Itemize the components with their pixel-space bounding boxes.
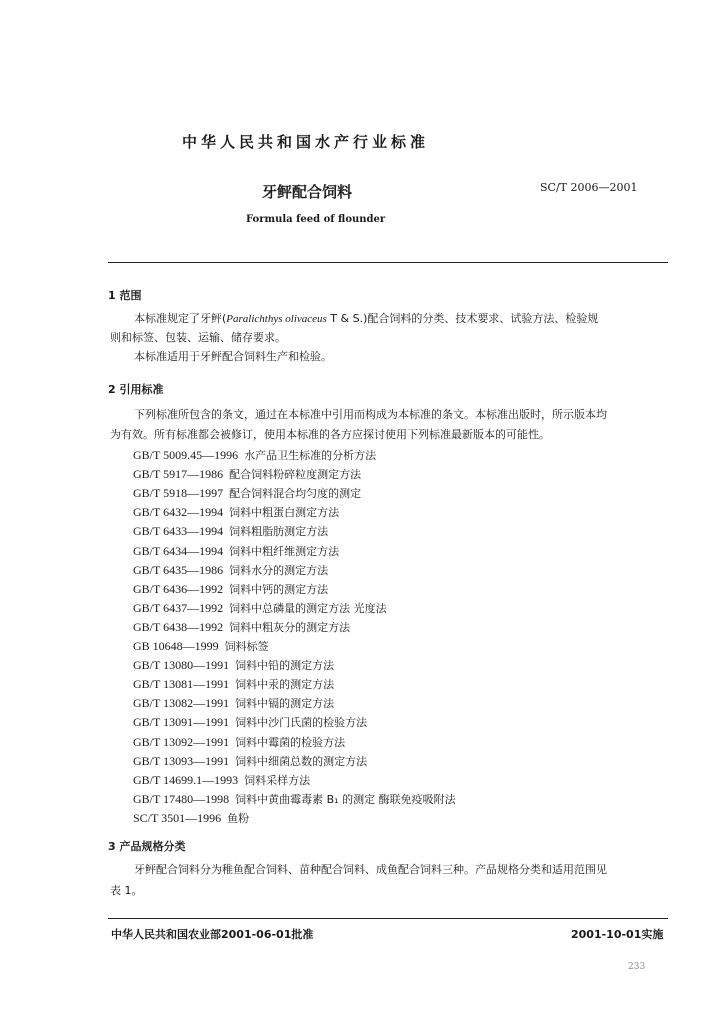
reference-item [133, 620, 350, 635]
reference-title: 饲料中钙的测定方法 [229, 583, 329, 596]
references-intro-line2: 为有效。所有标准都会被修订，使用本标准的各方应探讨使用下列标准最新版本的可能性。 [110, 428, 550, 441]
reference-item [133, 658, 334, 673]
reference-code: GB/T 6432—1994 [133, 505, 224, 519]
reference-code: GB/T 5917—1986 [133, 467, 224, 481]
reference-item [133, 582, 328, 597]
reference-title: 饲料中汞的测定方法 [235, 678, 335, 691]
reference-title: 饲料水分的测定方法 [229, 564, 329, 577]
reference-title: 饲料中铅的测定方法 [235, 659, 335, 672]
reference-title: 水产品卫生标准的分析方法 [244, 449, 377, 462]
reference-title: 饲料中粗蛋白测定方法 [229, 506, 340, 519]
section-heading-classification: 3 产品规格分类 [108, 840, 186, 853]
reference-item [133, 524, 328, 539]
page-number: 233 [628, 962, 646, 972]
reference-code: GB/T 6433—1994 [133, 524, 224, 538]
org-title: 中华人民共和国水产行业标准 [182, 133, 430, 151]
reference-title: 饲料中粗纤维测定方法 [229, 545, 340, 558]
reference-title: 饲料中黄曲霉毒素 B₁ 的测定 酶联免疫吸附法 [235, 793, 456, 806]
reference-code: GB/T 13092—1991 [133, 735, 230, 749]
reference-code: GB/T 13082—1991 [133, 696, 230, 710]
reference-code: GB/T 17480—1998 [133, 792, 230, 806]
reference-code: GB 10648—1999 [133, 639, 219, 653]
reference-code: GB/T 14699.1—1993 [133, 773, 239, 787]
scope-paragraph-1 [134, 312, 598, 326]
reference-title: 鱼粉 [227, 812, 250, 825]
effective-date: 2001-10-01实施 [571, 928, 664, 941]
reference-code: GB/T 6435—1986 [133, 563, 224, 577]
footer-divider [108, 918, 668, 919]
reference-item [133, 715, 367, 730]
reference-code: GB/T 13093—1991 [133, 754, 230, 768]
reference-title: 饲料采样方法 [244, 774, 311, 787]
reference-item [133, 467, 361, 482]
reference-item [133, 563, 328, 578]
reference-item [133, 505, 339, 520]
document-title: 牙鲆配合饲料 [262, 183, 353, 201]
reference-code: GB/T 13080—1991 [133, 658, 230, 672]
reference-code: GB/T 13081—1991 [133, 677, 230, 691]
scope-text-b: T & S.)配合饲料的分类、技术要求、试验方法、检验规 [326, 312, 599, 325]
reference-code: GB/T 6438—1992 [133, 620, 224, 634]
reference-title: 饲料中总磷量的测定方法 光度法 [229, 602, 387, 615]
reference-item [133, 792, 456, 807]
reference-item [133, 735, 345, 750]
reference-title: 饲料粗脂肪测定方法 [229, 525, 329, 538]
reference-title: 配合饲料混合均匀度的测定 [229, 487, 362, 500]
header-divider [108, 262, 668, 263]
reference-item [133, 811, 249, 826]
reference-code: GB/T 5918—1997 [133, 486, 224, 500]
reference-item [133, 601, 387, 616]
reference-item [133, 639, 269, 654]
reference-item [133, 773, 310, 788]
scope-paragraph-2: 本标准适用于牙鲆配合饲料生产和检验。 [134, 350, 332, 363]
reference-item [133, 448, 376, 463]
reference-item [133, 486, 361, 501]
reference-title: 饲料中镉的测定方法 [235, 697, 335, 710]
reference-title: 饲料中细菌总数的测定方法 [235, 755, 368, 768]
reference-code: GB/T 13091—1991 [133, 715, 230, 729]
scope-text-a: 本标准规定了牙鲆( [134, 312, 227, 325]
scope-paragraph-1-cont: 则和标签、包装、运输、储存要求。 [110, 331, 286, 344]
english-title: Formula feed of flounder [246, 214, 386, 225]
reference-title: 饲料标签 [224, 640, 269, 653]
section-heading-references: 2 引用标准 [108, 383, 164, 396]
reference-code: GB/T 6434—1994 [133, 544, 224, 558]
reference-title: 饲料中霉菌的检验方法 [235, 736, 346, 749]
reference-code: GB/T 6437—1992 [133, 601, 224, 615]
references-intro-line1: 下列标准所包含的条文，通过在本标准中引用而构成为本标准的条文。本标准出版时，所示版本均 [134, 408, 607, 421]
standard-code: SC/T 2006—2001 [540, 181, 638, 194]
reference-item [133, 544, 339, 559]
reference-title: 饲料中粗灰分的测定方法 [229, 621, 351, 634]
reference-title: 饲料中沙门氏菌的检验方法 [235, 716, 368, 729]
reference-code: GB/T 6436—1992 [133, 582, 224, 596]
classification-paragraph-line2: 表 1。 [110, 884, 143, 897]
issued-by: 中华人民共和国农业部2001-06-01批准 [111, 928, 314, 941]
section-heading-scope: 1 范围 [108, 289, 142, 302]
reference-item [133, 677, 334, 692]
classification-paragraph-line1: 牙鲆配合饲料分为稚鱼配合饲料、苗种配合饲料、成鱼配合饲料三种。产品规格分类和适用范围见 [134, 863, 607, 876]
reference-code: SC/T 3501—1996 [133, 811, 222, 825]
species-latin-name: Paralichthys olivaceus [226, 313, 327, 325]
reference-title: 配合饲料粉碎粒度测定方法 [229, 468, 362, 481]
reference-code: GB/T 5009.45—1996 [133, 448, 239, 462]
reference-item [133, 696, 334, 711]
reference-item [133, 754, 367, 769]
